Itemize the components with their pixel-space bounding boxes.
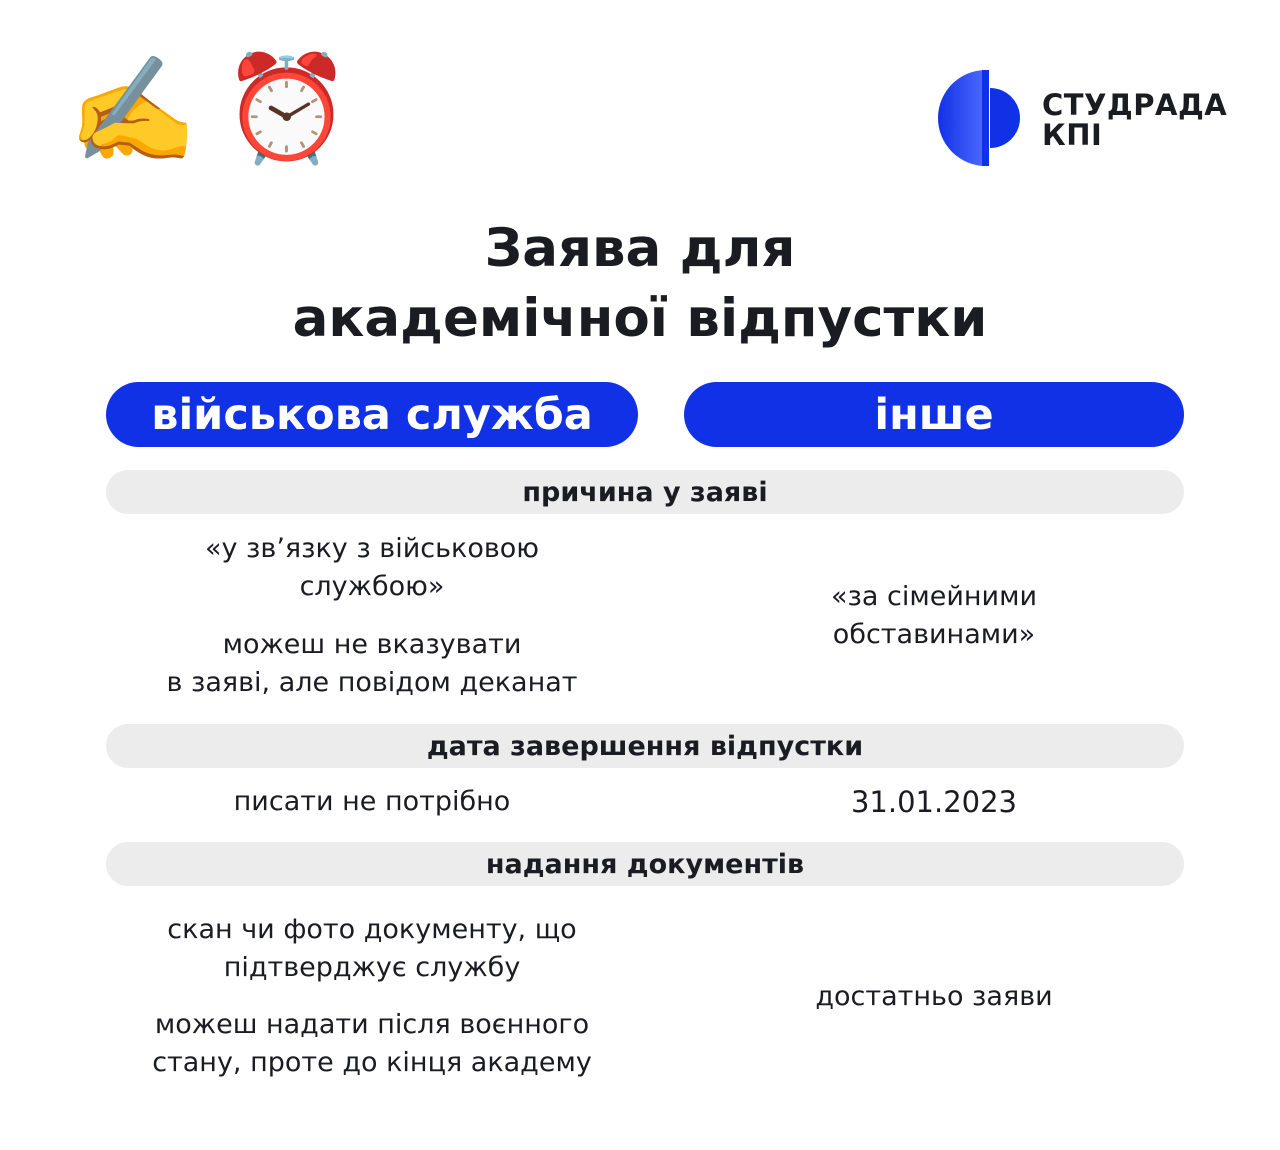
documents-military-text (106, 911, 638, 987)
end-date-other-value: 31.01.2023 (850, 785, 1018, 819)
reason-military-line-1: «у зв’язку з військовою (204, 533, 540, 564)
reason-other-line-1: «за сімейними (831, 581, 1037, 612)
section-header-documents: надання документів (106, 842, 1184, 886)
reason-military-note-line-2: в заяві, але повідом деканат (166, 667, 578, 698)
documents-military-note-line-2: стану, проте до кінця академу (152, 1047, 592, 1078)
reason-military-line-2: службою» (299, 571, 445, 602)
end-date-military-text: писати не потрібно (233, 786, 511, 817)
reason-military-note-line-1: можеш не вказувати (222, 629, 522, 660)
section-header-end-date: дата завершення відпустки (106, 724, 1184, 768)
reason-other-text (684, 578, 1184, 654)
title-line-1: Заява для (484, 218, 796, 279)
documents-military-line-2: підтверджує службу (223, 952, 521, 983)
logo-line-1: СТУДРАДА (1042, 88, 1228, 122)
reason-military-text (106, 530, 638, 606)
documents-other-text: достатньо заяви (815, 981, 1053, 1012)
category-other-badge: інше (684, 382, 1184, 447)
reason-military-note (106, 626, 638, 702)
studrada-logo-text (1042, 90, 1227, 150)
category-military-badge: військова служба (106, 382, 638, 447)
page-title (0, 214, 1280, 354)
documents-military-note (106, 1006, 638, 1082)
section-header-reason: причина у заяві (106, 470, 1184, 514)
alarm-clock-icon: ⏰ (222, 47, 352, 169)
logo-line-2: КПІ (1042, 118, 1103, 152)
documents-military-line-1: скан чи фото документу, що (167, 914, 577, 945)
reason-other-line-2: обставинами» (832, 619, 1036, 650)
writing-hand-icon: ✍️ (68, 49, 198, 171)
title-line-2: академічної відпустки (292, 288, 988, 349)
documents-military-note-line-1: можеш надати після воєнного (154, 1009, 590, 1040)
